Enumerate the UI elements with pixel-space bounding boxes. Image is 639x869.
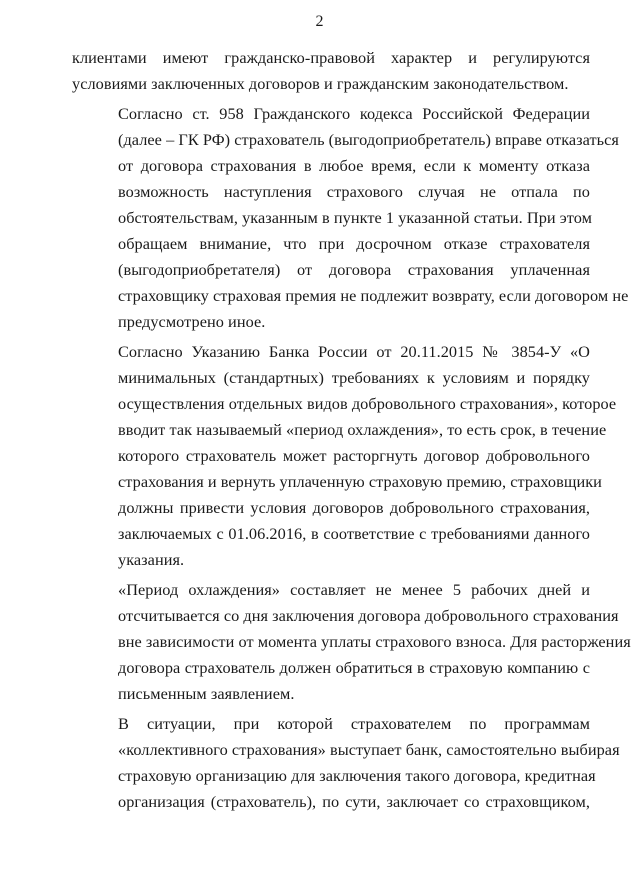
text-line: страховую организацию для заключения такого договора, кредитная: [118, 766, 596, 785]
paragraph: [72, 577, 631, 707]
text-line: заключаемых с 01.06.2016, в соответствие с требованиями данного: [118, 524, 590, 543]
text-line: В ситуации, при которой страхователем по программам: [118, 714, 590, 733]
text-line: страховщику страховая премия не подлежит возврату, если договором не: [118, 286, 629, 305]
text-line: обращаем внимание, что при досрочном отказе страхователя: [118, 234, 590, 253]
page-number: 2: [315, 13, 324, 30]
text-line: которого страхователь может расторгнуть договор добровольного: [118, 446, 590, 465]
paragraph: [72, 101, 629, 335]
text-line: страхования и вернуть уплаченную страховую премию, страховщики: [118, 472, 602, 491]
text-line: «Период охлаждения» составляет не менее 5 рабочих дней и: [118, 580, 590, 599]
text-line: условиями заключенных договоров и гражданским законодательством.: [72, 74, 569, 93]
text-line: должны привести условия договоров добровольного страхования,: [118, 498, 590, 517]
text-line: (выгодоприобретателя) от договора страхования уплаченная: [118, 260, 590, 279]
text-line: возможность наступления страхового случая не отпала по: [118, 182, 590, 201]
text-line: Согласно Указанию Банка России от 20.11.2015 № 3854-У «О: [118, 342, 590, 361]
text-line: указания.: [118, 550, 185, 569]
text-line: организация (страхователь), по сути, заключает со страховщиком,: [118, 792, 590, 811]
text-line: вне зависимости от момента уплаты страхового взноса. Для расторжения: [118, 632, 631, 651]
text-line: вводит так называемый «период охлаждения», то есть срок, в течение: [118, 420, 607, 439]
text-line: Согласно ст. 958 Гражданского кодекса Российской Федерации: [118, 104, 590, 123]
text-line: предусмотрено иное.: [118, 312, 266, 331]
text-line: осуществления отдельных видов добровольного страхования», которое: [118, 394, 617, 413]
text-line: обстоятельствам, указанным в пункте 1 указанной статьи. При этом: [118, 208, 592, 227]
document-body: [72, 45, 631, 819]
text-line: договора страхователь должен обратиться в страховую компанию с: [118, 658, 590, 677]
text-line: от договора страхования в любое время, если к моменту отказа: [118, 156, 590, 175]
paragraph: [72, 339, 617, 573]
text-line: письменным заявлением.: [118, 684, 295, 703]
text-line: «коллективного страхования» выступает банк, самостоятельно выбирая: [118, 740, 620, 759]
text-line: отсчитывается со дня заключения договора добровольного страхования: [118, 606, 619, 625]
paragraph: [72, 711, 620, 815]
text-line: минимальных (стандартных) требованиях к условиям и порядку: [118, 368, 590, 387]
text-line: клиентами имеют гражданско-правовой характер и регулируются: [72, 48, 590, 67]
text-line: (далее – ГК РФ) страхователь (выгодоприобретатель) вправе отказаться: [118, 130, 619, 149]
paragraph: [72, 45, 590, 97]
